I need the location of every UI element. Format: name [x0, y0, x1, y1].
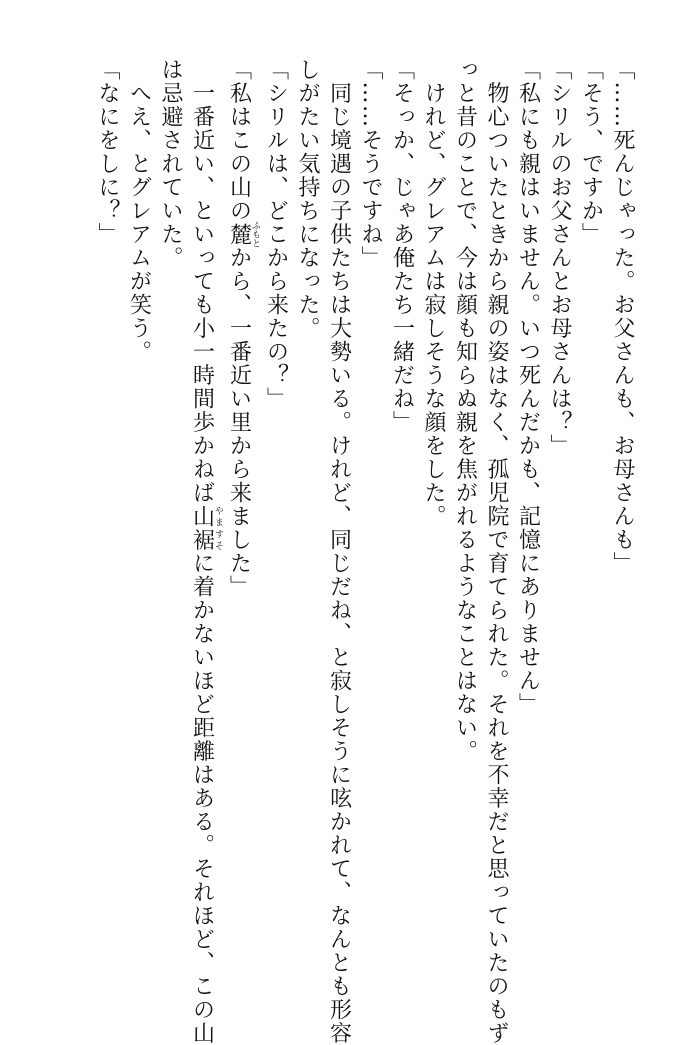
text-line: 物心ついたときから親の姿はなく、孤児院で育てられた。それを不幸だと思っていたのもず	[481, 58, 513, 958]
text-line: 「……死んじゃった。お父さんも、お母さんも」	[607, 58, 639, 958]
vertical-text-body	[92, 58, 639, 958]
text-line: けれど、グレアムは寂しそうな顔をした。	[418, 58, 450, 958]
text-line: は忌避されていた。	[155, 58, 187, 958]
ruby-reading: やますそ	[213, 505, 223, 552]
text-line-with-ruby	[223, 58, 260, 958]
ruby-line-after: から、一番近い里から来ました」	[227, 246, 252, 599]
text-line: 「……そうですね」	[355, 58, 387, 958]
text-line: へえ、とグレアムが笑う。	[123, 58, 155, 958]
text-line: 「そう、ですか」	[575, 58, 607, 958]
ruby-reading: ふもと	[250, 221, 260, 248]
text-line: 同じ境遇の子供たちは大勢いる。けれど、同じだね、と寂しそうに呟かれて、なんとも形容	[323, 58, 355, 958]
text-line: 「シリルのお父さんとお母さんは？」	[544, 58, 576, 958]
ruby-base: 麓	[227, 221, 252, 248]
text-line: 「そっか、じゃあ俺たち一緒だね」	[386, 58, 418, 958]
ruby-line-after: に着かないほど距離はある。それほど、この山	[190, 552, 215, 1045]
text-line-with-ruby	[186, 58, 223, 958]
text-line: しがたい気持ちになった。	[292, 58, 324, 958]
text-line: 「なにをしに？」	[92, 58, 124, 958]
ruby-base: 山裾	[190, 505, 215, 552]
text-line: 「私にも親はいません。いつ死んだかも、記憶にありません」	[512, 58, 544, 958]
ruby-line-before: 一番近い、といっても小一時間歩かねば	[190, 58, 215, 505]
ruby-line-before: 「私はこの山の	[227, 58, 252, 223]
text-line: 「シリルは、どこから来たの？」	[260, 58, 292, 958]
text-line: っと昔のことで、今は顔も知らぬ親を焦がれるようなことはない。	[449, 58, 481, 958]
ruby-annotation	[190, 505, 215, 552]
ruby-annotation	[227, 223, 252, 247]
